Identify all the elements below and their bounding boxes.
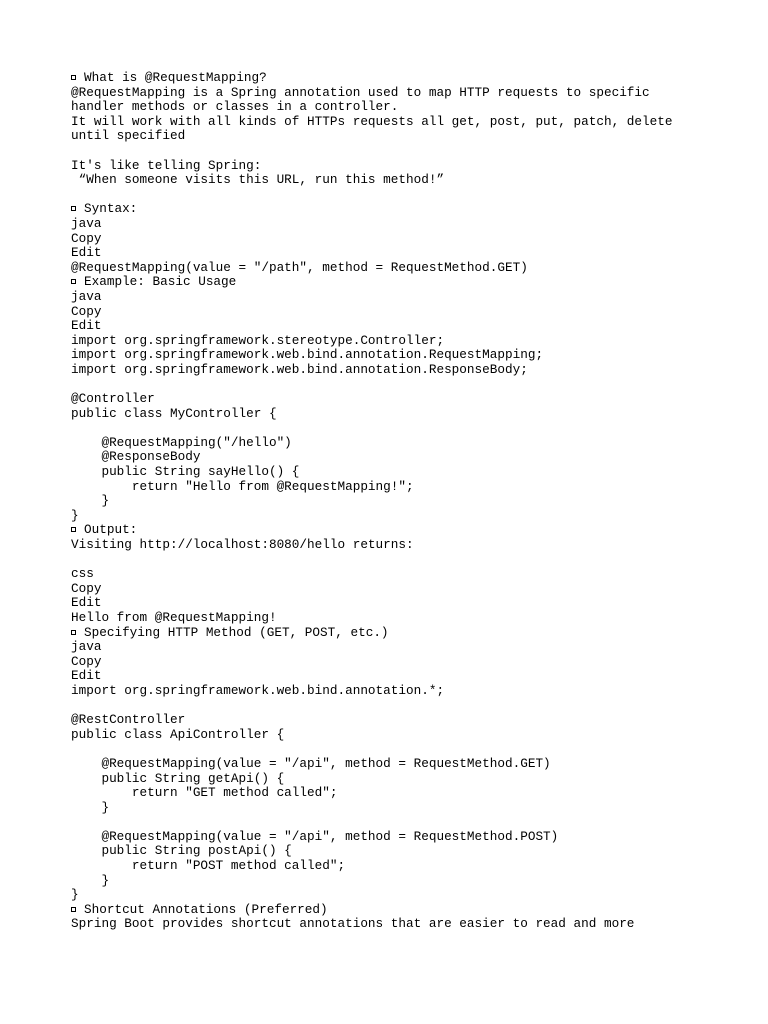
text-line bbox=[71, 494, 751, 509]
text-line bbox=[71, 348, 751, 363]
section-heading bbox=[71, 71, 751, 86]
text-line bbox=[71, 801, 751, 816]
line-text: return "Hello from @RequestMapping!"; bbox=[71, 478, 414, 494]
text-line bbox=[71, 261, 751, 276]
text-line bbox=[71, 772, 751, 787]
text-line bbox=[71, 757, 751, 772]
blank-line bbox=[71, 553, 751, 568]
line-text: Shortcut Annotations (Preferred) bbox=[84, 901, 328, 917]
line-text: } bbox=[71, 493, 110, 509]
text-line bbox=[71, 611, 751, 626]
section-heading bbox=[71, 523, 751, 538]
line-text: Edit bbox=[71, 245, 102, 261]
text-line bbox=[71, 319, 751, 334]
text-line bbox=[71, 232, 751, 247]
text-line bbox=[71, 888, 751, 903]
line-text: Copy bbox=[71, 303, 102, 319]
blank-line bbox=[71, 699, 751, 714]
line-text: Syntax: bbox=[84, 201, 138, 217]
line-text: @Controller bbox=[71, 391, 155, 407]
line-text: It's like telling Spring: bbox=[71, 157, 262, 173]
line-text: @RequestMapping("/hello") bbox=[71, 434, 292, 450]
line-text: Copy bbox=[71, 230, 102, 246]
square-bullet-icon bbox=[71, 206, 76, 211]
line-text: Spring Boot provides shortcut annotations that are easier to read and more bbox=[71, 916, 635, 932]
text-line bbox=[71, 465, 751, 480]
square-bullet-icon bbox=[71, 630, 76, 635]
square-bullet-icon bbox=[71, 75, 76, 80]
line-text: return "GET method called"; bbox=[71, 785, 338, 801]
text-line bbox=[71, 217, 751, 232]
document-page bbox=[71, 71, 751, 932]
text-line bbox=[71, 874, 751, 889]
text-line bbox=[71, 407, 751, 422]
line-text: What is @RequestMapping? bbox=[84, 70, 267, 85]
text-line bbox=[71, 436, 751, 451]
text-line bbox=[71, 655, 751, 670]
line-text: java bbox=[71, 288, 102, 304]
blank-line bbox=[71, 188, 751, 203]
line-text: } bbox=[71, 872, 110, 888]
blank-line bbox=[71, 144, 751, 159]
text-line bbox=[71, 100, 751, 115]
line-text: } bbox=[71, 887, 79, 903]
text-line bbox=[71, 363, 751, 378]
text-line bbox=[71, 640, 751, 655]
text-line bbox=[71, 334, 751, 349]
square-bullet-icon bbox=[71, 907, 76, 912]
text-line bbox=[71, 509, 751, 524]
section-heading bbox=[71, 903, 751, 918]
text-line bbox=[71, 115, 751, 130]
text-line bbox=[71, 669, 751, 684]
line-text: Copy bbox=[71, 653, 102, 669]
line-text: Copy bbox=[71, 580, 102, 596]
blank-line bbox=[71, 377, 751, 392]
line-text: return "POST method called"; bbox=[71, 858, 346, 874]
text-line bbox=[71, 728, 751, 743]
line-text: Edit bbox=[71, 668, 102, 684]
line-text: public String getApi() { bbox=[71, 770, 285, 786]
line-text: Edit bbox=[71, 318, 102, 334]
text-line bbox=[71, 538, 751, 553]
line-text: import org.springframework.web.bind.annotation.*; bbox=[71, 682, 445, 698]
line-text: @RequestMapping(value = "/api", method = RequestMethod.POST) bbox=[71, 828, 559, 844]
text-line bbox=[71, 173, 751, 188]
text-line bbox=[71, 596, 751, 611]
section-heading bbox=[71, 275, 751, 290]
line-text: Specifying HTTP Method (GET, POST, etc.) bbox=[84, 624, 389, 640]
line-text: @RestController bbox=[71, 712, 186, 728]
line-text: until specified bbox=[71, 128, 186, 144]
text-line bbox=[71, 859, 751, 874]
line-text: Visiting http://localhost:8080/hello returns: bbox=[71, 537, 414, 552]
square-bullet-icon bbox=[71, 527, 76, 532]
blank-line bbox=[71, 421, 751, 436]
line-text: } bbox=[71, 799, 110, 815]
line-text: import org.springframework.stereotype.Controller; bbox=[71, 332, 445, 348]
text-line bbox=[71, 844, 751, 859]
line-text: @ResponseBody bbox=[71, 449, 201, 465]
line-text: java bbox=[71, 639, 102, 655]
text-line bbox=[71, 567, 751, 582]
section-heading bbox=[71, 202, 751, 217]
line-text: “When someone visits this URL, run this method!” bbox=[71, 172, 445, 188]
line-text: @RequestMapping(value = "/api", method = RequestMethod.GET) bbox=[71, 755, 551, 771]
line-text: public String postApi() { bbox=[71, 843, 292, 859]
text-line bbox=[71, 917, 751, 932]
text-line bbox=[71, 290, 751, 305]
text-line bbox=[71, 684, 751, 699]
line-text: public class MyController { bbox=[71, 405, 277, 421]
square-bullet-icon bbox=[71, 279, 76, 284]
line-text: It will work with all kinds of HTTPs requests all get, post, put, patch, delete bbox=[71, 113, 673, 129]
text-line bbox=[71, 159, 751, 174]
text-line bbox=[71, 786, 751, 801]
line-text: } bbox=[71, 507, 79, 523]
line-text: public String sayHello() { bbox=[71, 464, 300, 480]
line-text: Hello from @RequestMapping! bbox=[71, 609, 277, 625]
text-line bbox=[71, 305, 751, 320]
text-line bbox=[71, 450, 751, 465]
text-line bbox=[71, 246, 751, 261]
line-text: Edit bbox=[71, 595, 102, 611]
text-line bbox=[71, 713, 751, 728]
line-text: @RequestMapping is a Spring annotation used to map HTTP requests to specific bbox=[71, 84, 650, 100]
line-text: import org.springframework.web.bind.annotation.ResponseBody; bbox=[71, 361, 528, 377]
blank-line bbox=[71, 742, 751, 757]
line-text: Output: bbox=[84, 522, 138, 538]
text-line bbox=[71, 830, 751, 845]
text-line bbox=[71, 86, 751, 101]
line-text: public class ApiController { bbox=[71, 726, 285, 742]
text-line bbox=[71, 582, 751, 597]
line-text: css bbox=[71, 566, 94, 582]
line-text: @RequestMapping(value = "/path", method = RequestMethod.GET) bbox=[71, 259, 528, 275]
line-text: import org.springframework.web.bind.annotation.RequestMapping; bbox=[71, 347, 544, 363]
text-line bbox=[71, 392, 751, 407]
text-line bbox=[71, 129, 751, 144]
blank-line bbox=[71, 815, 751, 830]
line-text: java bbox=[71, 215, 102, 231]
line-text: Example: Basic Usage bbox=[84, 274, 237, 290]
line-text: handler methods or classes in a controller. bbox=[71, 99, 399, 115]
text-line bbox=[71, 480, 751, 495]
section-heading bbox=[71, 626, 751, 641]
